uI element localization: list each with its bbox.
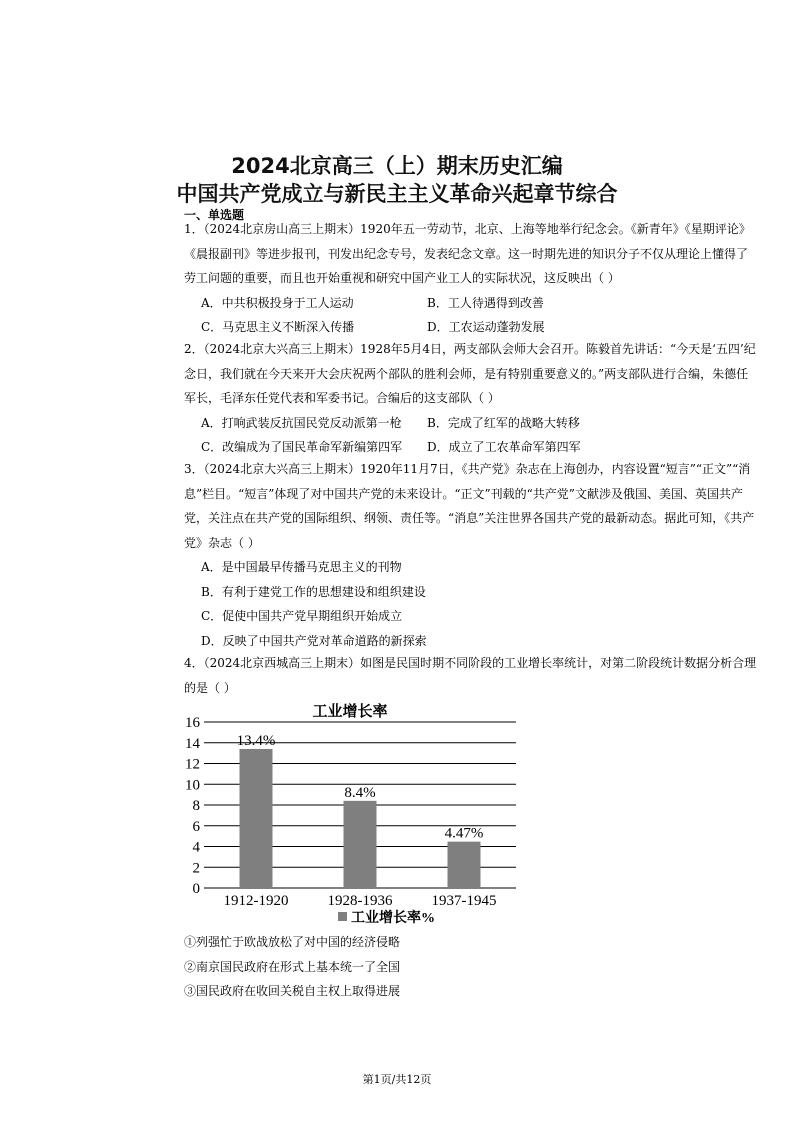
y-tick-label: 2 xyxy=(192,860,200,877)
y-tick-label: 12 xyxy=(185,756,200,773)
chart-title: 工业增长率 xyxy=(312,704,388,720)
question-3-text: 3．（2024北京大兴高三上期末）1920年11月7日，《共产党》杂志在上海创办，内容设置“短言”“正文”“消息”栏目。“短言”体现了对中国共产党的未来设计。“正文”刊载的“共产党”文献涉及俄国、美国、英国共产党，关注点在共产党的国际组织、纲领、责任等。“消息”关注世界各国共产党的最新动态。据此可知，《共产党》杂志（ ） xyxy=(184,462,755,550)
question-1-option-b: B．工人待遇得到改善 xyxy=(427,296,544,310)
question-1-text: 1．（2024北京房山高三上期末）1920年五一劳动节，北京、上海等地举行纪念会。《新青年》《星期评论》《晨报副刊》等进步报刊，刊发出纪念专号，发表纪念文章。这一时期先进的知识分子不仅从理论上懂得了劳工问题的重要，而且也开始重视和研究中国产业工人的实际状况，这反映出（ ） xyxy=(184,222,751,285)
x-tick-label: 1937-1945 xyxy=(431,893,497,909)
industry-growth-chart xyxy=(176,700,516,930)
bar xyxy=(448,842,481,888)
y-tick-label: 8 xyxy=(192,798,200,814)
question-2-option-d: D．成立了工农革命军第四军 xyxy=(427,440,581,454)
question-4-statement-2: ②南京国民政府在形式上基本统一了全国 xyxy=(184,960,401,974)
question-1-option-a: A．中共积极投身于工人运动 xyxy=(201,296,354,310)
y-tick-label: 4 xyxy=(192,839,200,856)
question-4-statement-3: ③国民政府在收回关税自主权上取得进展 xyxy=(184,984,401,998)
bar xyxy=(344,801,377,888)
y-tick-label: 16 xyxy=(185,715,200,731)
legend-label: 工业增长率% xyxy=(351,911,435,926)
section-heading: 一、单选题 xyxy=(184,208,245,222)
y-tick-label: 14 xyxy=(185,735,200,752)
bar xyxy=(240,749,273,888)
question-2-option-b: B．完成了红军的战略大转移 xyxy=(427,416,580,430)
x-tick-label: 1928-1936 xyxy=(327,893,393,909)
document-title-line1: 2024北京高三（上）期末历史汇编 xyxy=(231,154,563,178)
data-label: 4.47% xyxy=(444,825,484,842)
y-tick-label: 0 xyxy=(192,881,200,897)
question-3-option-a: A．是中国最早传播马克思主义的刊物 xyxy=(201,560,402,574)
y-tick-label: 6 xyxy=(192,818,200,835)
data-label: 13.4% xyxy=(236,732,276,749)
question-2-option-a: A．打响武装反抗国民党反动派第一枪 xyxy=(201,416,402,430)
question-3-option-c: C．促使中国共产党早期组织开始成立 xyxy=(201,609,403,623)
page-footer: 第1页/共12页 xyxy=(362,1073,432,1086)
x-tick-label: 1912-1920 xyxy=(223,893,289,909)
legend-swatch xyxy=(338,912,347,921)
question-1-option-c: C．马克思主义不断深入传播 xyxy=(201,320,355,334)
data-label: 8.4% xyxy=(344,784,376,801)
y-tick-label: 10 xyxy=(185,777,200,794)
question-1-option-d: D．工农运动蓬勃发展 xyxy=(427,320,545,334)
question-3-option-d: D．反映了中国共产党对革命道路的新探索 xyxy=(201,634,427,648)
question-2-text: 2．（2024北京大兴高三上期末）1928年5月4日，两支部队会师大会召开。陈毅首先讲话：“今天是‘五四’纪念日，我们就在今天来开大会庆祝两个部队的胜利会师，是有特别重要意义的。”两支部队进行合编，朱德任军长，毛泽东任党代表和军委书记。合编后的这支部队（ ） xyxy=(184,342,756,405)
question-2-option-c: C．改编成为了国民革命军新编第四军 xyxy=(201,440,403,454)
document-title-line2: 中国共产党成立与新民主主义革命兴起章节综合 xyxy=(176,182,618,206)
question-4-text: 4．（2024北京西城高三上期末）如图是民国时期不同阶段的工业增长率统计，对第二阶段统计数据分析合理的是（ ） xyxy=(184,656,757,695)
question-3-option-b: B．有利于建党工作的思想建设和组织建设 xyxy=(201,585,426,599)
question-4-statement-1: ①列强忙于欧战放松了对中国的经济侵略 xyxy=(184,935,401,949)
